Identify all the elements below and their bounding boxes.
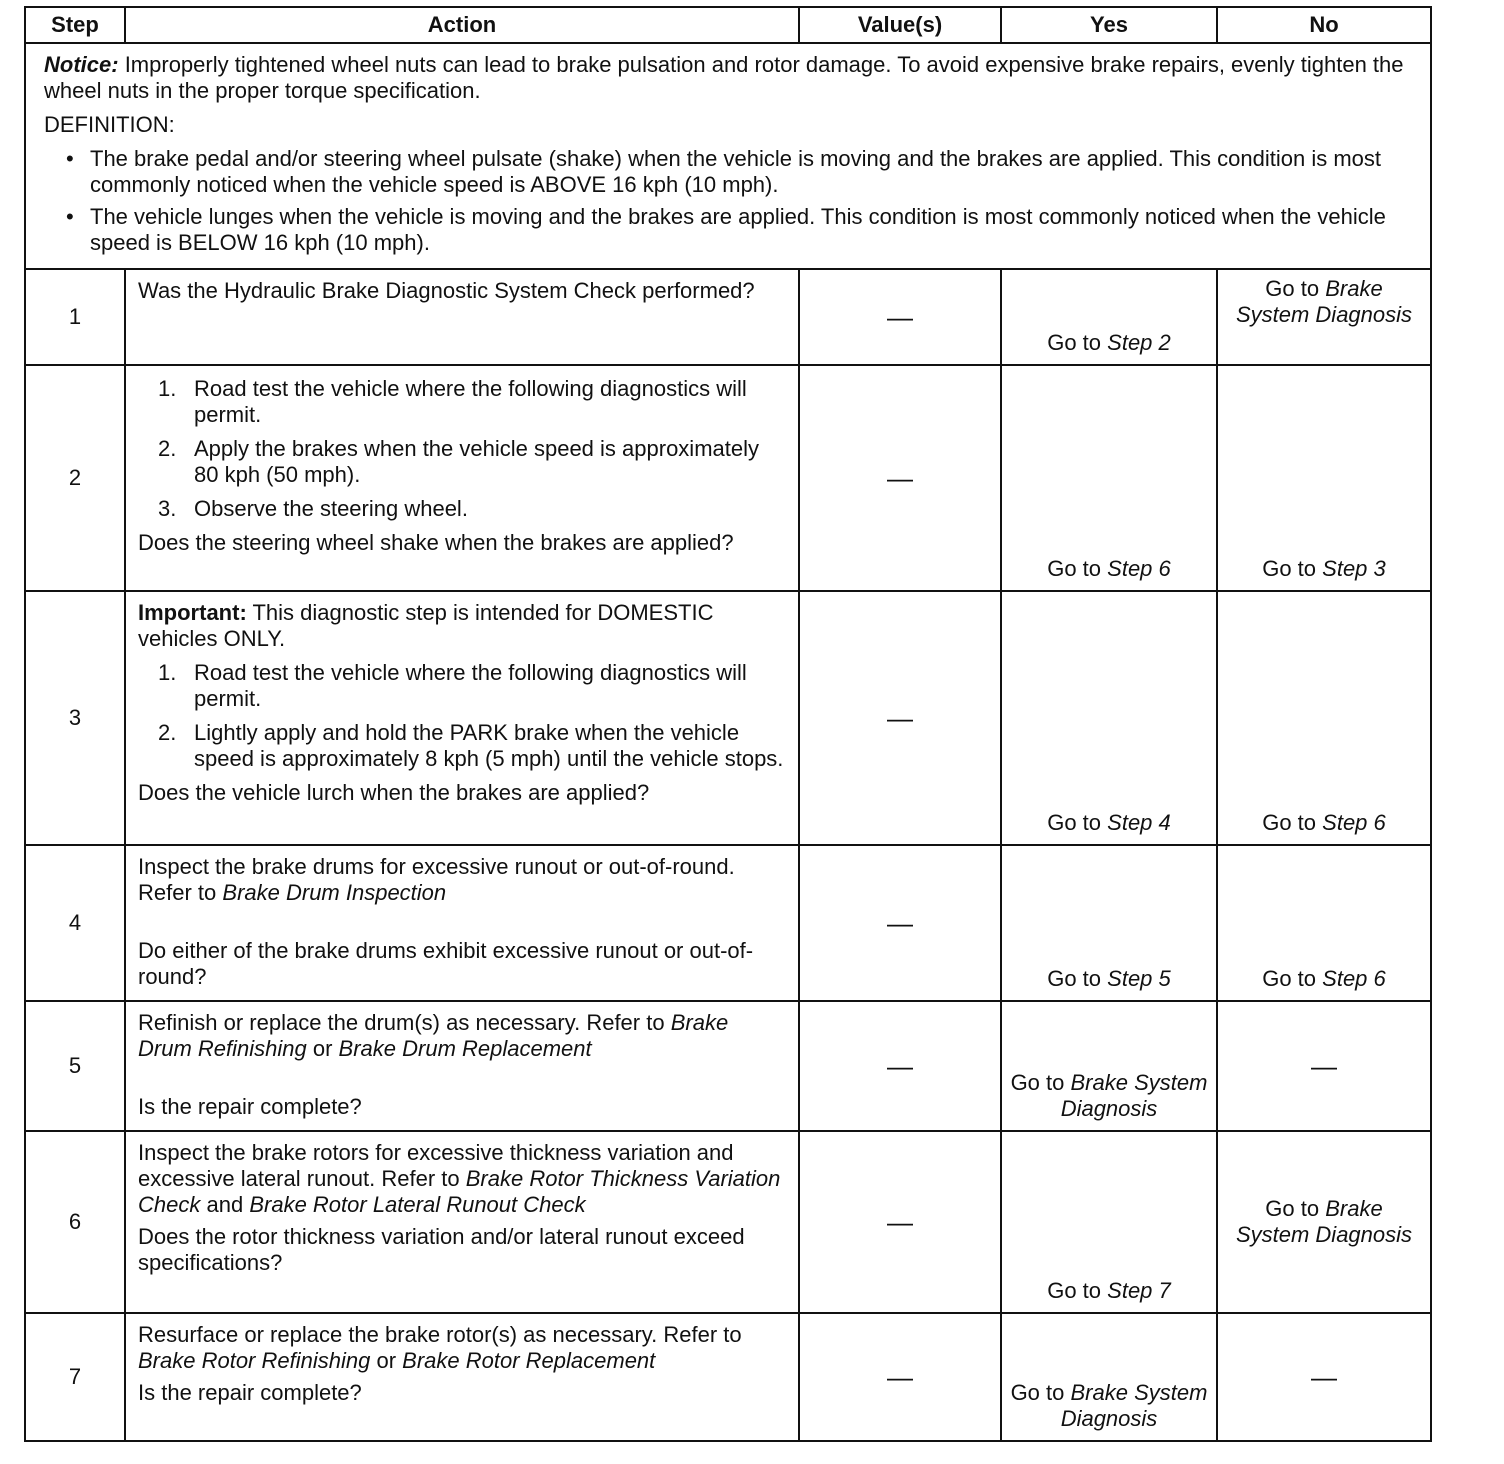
no-link: Brake System Diagnosis xyxy=(1235,1196,1413,1247)
value-cell: — xyxy=(799,1131,1001,1313)
value-cell: — xyxy=(799,365,1001,591)
reference-link: Brake Rotor Thickness Variation Check xyxy=(138,1166,781,1217)
go-to-text: Go to xyxy=(1265,1196,1320,1221)
go-to-text: Go to xyxy=(1265,276,1320,301)
table-row-step-3 xyxy=(25,591,1431,845)
action-question: Does the rotor thickness variation and/or lateral runout exceed specifications? xyxy=(138,1224,745,1275)
value-cell: — xyxy=(799,845,1001,1001)
go-to-text: Go to xyxy=(1047,330,1102,355)
step-number: 6 xyxy=(25,1131,125,1313)
yes-cell xyxy=(1001,591,1217,845)
step-number: 4 xyxy=(25,845,125,1001)
yes-cell xyxy=(1001,365,1217,591)
no-cell: — xyxy=(1217,1313,1431,1441)
table-row-step-1 xyxy=(25,269,1431,365)
go-to-text: Go to xyxy=(1047,810,1102,835)
action-cell xyxy=(125,1001,799,1131)
definition-label: DEFINITION: xyxy=(44,112,175,137)
value-cell: — xyxy=(799,1313,1001,1441)
action-step-text: Lightly apply and hold the PARK brake when the vehicle speed is approximately 8 kph (5 mph) until the vehicle stops. xyxy=(194,720,784,771)
value-cell: — xyxy=(799,1001,1001,1131)
action-question: Does the steering wheel shake when the brakes are applied? xyxy=(138,530,734,555)
reference-link: Brake Drum Refinishing xyxy=(138,1010,729,1061)
yes-link: Step 5 xyxy=(1107,966,1171,991)
action-cell xyxy=(125,591,799,845)
header-step: Step xyxy=(25,7,125,43)
action-step-item: 2. Apply the brakes when the vehicle speed is approximately 80 kph (50 mph). xyxy=(158,436,759,487)
no-cell xyxy=(1217,1131,1431,1313)
action-step-item: 1. Road test the vehicle where the following diagnostics will permit. xyxy=(158,376,747,427)
important-note xyxy=(138,600,788,652)
value-cell: — xyxy=(799,269,1001,365)
action-text xyxy=(138,1140,788,1218)
conjunction: or xyxy=(312,1036,333,1061)
notice-row xyxy=(25,43,1431,269)
action-instruction: Inspect the brake rotors for excessive thickness variation and excessive lateral runout. Refer to xyxy=(138,1140,734,1191)
no-link: Brake System Diagnosis xyxy=(1235,276,1413,327)
action-step-item: 2. Lightly apply and hold the PARK brake when the vehicle speed is approximately 8 kph (5 mph) until the vehicle stops. xyxy=(158,720,784,771)
notice-label: Notice: xyxy=(44,52,119,77)
header-row xyxy=(25,7,1431,43)
action-cell xyxy=(125,365,799,591)
conjunction: and xyxy=(206,1192,244,1217)
yes-link: Brake System Diagnosis xyxy=(1060,1380,1208,1431)
action-question: Is the repair complete? xyxy=(138,1380,362,1405)
action-cell xyxy=(125,269,799,365)
action-cell xyxy=(125,1131,799,1313)
table-row-step-7 xyxy=(25,1313,1431,1441)
go-to-text: Go to xyxy=(1262,556,1317,581)
action-instruction: Inspect the brake drums for excessive runout or out-of-round. Refer to xyxy=(138,854,735,905)
step-number: 7 xyxy=(25,1313,125,1441)
no-link: Step 6 xyxy=(1322,966,1386,991)
table-row-step-5 xyxy=(25,1001,1431,1131)
step-number: 3 xyxy=(25,591,125,845)
action-text xyxy=(138,1322,788,1374)
action-steps xyxy=(138,660,788,772)
action-step-text: Apply the brakes when the vehicle speed is approximately 80 kph (50 mph). xyxy=(194,436,759,487)
no-cell: — xyxy=(1217,1001,1431,1131)
header-yes: Yes xyxy=(1001,7,1217,43)
no-cell xyxy=(1217,269,1431,365)
header-values: Value(s) xyxy=(799,7,1001,43)
notice-text: Improperly tightened wheel nuts can lead to brake pulsation and rotor damage. To avoid expensive brake repairs, evenly tighten the wheel nuts in the proper torque specification. xyxy=(44,52,1404,103)
go-to-text: Go to xyxy=(1047,556,1102,581)
go-to-text: Go to xyxy=(1010,1070,1065,1095)
no-cell xyxy=(1217,591,1431,845)
yes-link: Brake System Diagnosis xyxy=(1060,1070,1208,1121)
yes-link: Step 6 xyxy=(1107,556,1171,581)
header-action: Action xyxy=(125,7,799,43)
diagnostic-table xyxy=(24,6,1432,1442)
important-text: This diagnostic step is intended for DOMESTIC vehicles ONLY. xyxy=(138,600,714,651)
reference-link: Brake Rotor Replacement xyxy=(402,1348,656,1373)
yes-link: Step 2 xyxy=(1107,330,1171,355)
go-to-text: Go to xyxy=(1047,1278,1102,1303)
notice-paragraph xyxy=(44,52,1414,104)
table-row-step-2 xyxy=(25,365,1431,591)
reference-link: Brake Drum Inspection xyxy=(222,880,447,905)
action-text xyxy=(138,854,788,906)
action-step-text: Observe the steering wheel. xyxy=(194,496,468,521)
yes-link: Step 7 xyxy=(1107,1278,1171,1303)
step-number: 1 xyxy=(25,269,125,365)
reference-link: Brake Rotor Lateral Runout Check xyxy=(249,1192,586,1217)
important-label: Important: xyxy=(138,600,247,625)
action-step-text: Road test the vehicle where the following diagnostics will permit. xyxy=(194,660,747,711)
action-instruction: Refinish or replace the drum(s) as necessary. Refer to xyxy=(138,1010,665,1035)
table-row-step-6 xyxy=(25,1131,1431,1313)
go-to-text: Go to xyxy=(1262,810,1317,835)
action-instruction: Resurface or replace the brake rotor(s) as necessary. Refer to xyxy=(138,1322,742,1347)
no-link: Step 6 xyxy=(1322,810,1386,835)
reference-link: Brake Drum Replacement xyxy=(338,1036,592,1061)
action-step-item: 1. Road test the vehicle where the following diagnostics will permit. xyxy=(158,660,747,711)
reference-link: Brake Rotor Refinishing xyxy=(138,1348,371,1373)
conjunction: or xyxy=(376,1348,397,1373)
action-steps xyxy=(138,376,788,522)
go-to-text: Go to xyxy=(1047,966,1102,991)
value-cell: — xyxy=(799,591,1001,845)
yes-cell xyxy=(1001,1131,1217,1313)
go-to-text: Go to xyxy=(1262,966,1317,991)
action-text xyxy=(138,1010,788,1062)
yes-cell xyxy=(1001,1001,1217,1131)
action-question: Does the vehicle lurch when the brakes are applied? xyxy=(138,780,650,805)
action-question: Was the Hydraulic Brake Diagnostic System Check performed? xyxy=(138,278,755,303)
action-step-text: Road test the vehicle where the following diagnostics will permit. xyxy=(194,376,747,427)
yes-link: Step 4 xyxy=(1107,810,1171,835)
action-cell xyxy=(125,845,799,1001)
no-link: Step 3 xyxy=(1322,556,1386,581)
action-question: Is the repair complete? xyxy=(138,1094,362,1119)
definition-list xyxy=(44,146,1414,256)
step-number: 5 xyxy=(25,1001,125,1131)
action-question: Do either of the brake drums exhibit excessive runout or out-of-round? xyxy=(138,938,754,989)
yes-cell xyxy=(1001,845,1217,1001)
table-row-step-4 xyxy=(25,845,1431,1001)
definition-bullet: • The vehicle lunges when the vehicle is moving and the brakes are applied. This condition is most commonly noticed when the vehicle speed is BELOW 16 kph (10 mph). xyxy=(44,204,1414,256)
action-step-item: 3. Observe the steering wheel. xyxy=(158,496,468,521)
definition-bullet: • The brake pedal and/or steering wheel pulsate (shake) when the vehicle is moving and the brakes are applied. This condition is most commonly noticed when the vehicle speed is ABOVE 16 kph (10 mph). xyxy=(44,146,1414,198)
yes-cell xyxy=(1001,269,1217,365)
step-number: 2 xyxy=(25,365,125,591)
yes-cell xyxy=(1001,1313,1217,1441)
header-no: No xyxy=(1217,7,1431,43)
no-cell xyxy=(1217,365,1431,591)
no-cell xyxy=(1217,845,1431,1001)
notice-cell xyxy=(25,43,1431,269)
go-to-text: Go to xyxy=(1010,1380,1065,1405)
action-cell xyxy=(125,1313,799,1441)
